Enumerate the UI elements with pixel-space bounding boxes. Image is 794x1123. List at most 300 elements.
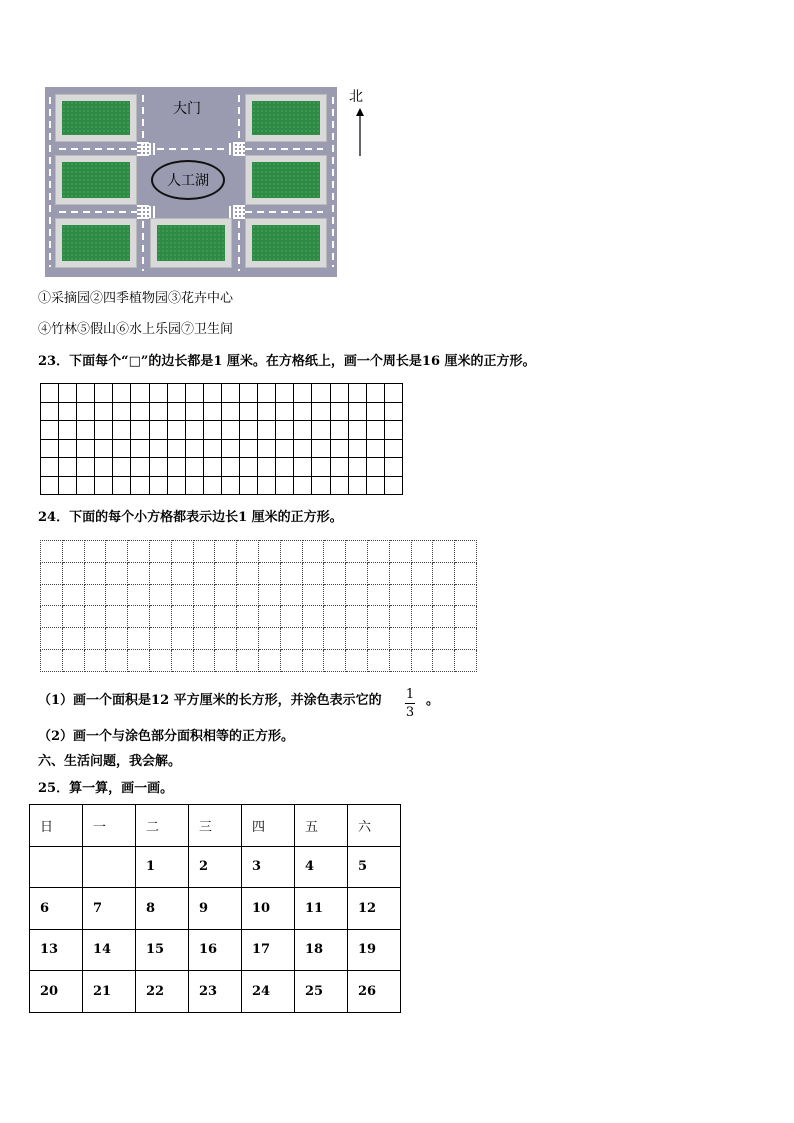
grid-cell[interactable]: [41, 541, 63, 563]
calendar-weekday: 日: [30, 805, 83, 847]
calendar-weekday: 三: [189, 805, 242, 847]
grid-cell[interactable]: [302, 584, 324, 606]
grid-cell[interactable]: [203, 384, 221, 403]
calendar-day: 12: [348, 888, 401, 930]
calendar-day: 5: [348, 846, 401, 888]
grid-cell[interactable]: [113, 421, 131, 440]
calendar-weekday: 一: [83, 805, 136, 847]
grid-cell[interactable]: [167, 384, 185, 403]
grid-cell[interactable]: [280, 628, 302, 650]
grid-cell[interactable]: [171, 606, 193, 628]
grid-cell[interactable]: [131, 421, 149, 440]
grid-cell[interactable]: [41, 628, 63, 650]
grid-cell[interactable]: [77, 439, 95, 458]
grid-cell[interactable]: [59, 384, 77, 403]
grid-cell[interactable]: [106, 649, 128, 671]
lake-label: 人工湖: [151, 160, 225, 200]
grid-cell[interactable]: [455, 628, 477, 650]
calendar-day: 21: [83, 971, 136, 1013]
grid-cell[interactable]: [185, 439, 203, 458]
grid-cell[interactable]: [348, 421, 366, 440]
calendar-day: 8: [136, 888, 189, 930]
grid-cell[interactable]: [258, 458, 276, 477]
grid-cell[interactable]: [77, 421, 95, 440]
grid-cell[interactable]: [59, 476, 77, 495]
calendar-day: 7: [83, 888, 136, 930]
grid-cell[interactable]: [348, 458, 366, 477]
grid-cell[interactable]: [366, 402, 384, 421]
q24-text: 24．下面的每个小方格都表示边长1 厘米的正方形。: [38, 510, 343, 525]
grid-cell[interactable]: [258, 439, 276, 458]
grid-cell[interactable]: [389, 649, 411, 671]
grid-cell[interactable]: [433, 649, 455, 671]
grid-cell[interactable]: [128, 584, 150, 606]
section6-title: 六、生活问题，我会解。: [38, 754, 182, 769]
grid-cell[interactable]: [455, 584, 477, 606]
grid-cell[interactable]: [346, 649, 368, 671]
grid-cell[interactable]: [389, 584, 411, 606]
map-block: [245, 94, 327, 142]
grid-cell[interactable]: [258, 476, 276, 495]
grid-cell[interactable]: [149, 402, 167, 421]
grid-cell[interactable]: [276, 402, 294, 421]
calendar-day: 10: [242, 888, 295, 930]
grid-cell[interactable]: [77, 458, 95, 477]
grid-cell[interactable]: [240, 402, 258, 421]
grid-cell[interactable]: [149, 476, 167, 495]
grid-cell[interactable]: [346, 584, 368, 606]
grid-cell[interactable]: [203, 476, 221, 495]
map-block: [55, 155, 137, 205]
grid-cell[interactable]: [62, 584, 84, 606]
grid-cell[interactable]: [258, 384, 276, 403]
grid-cell[interactable]: [185, 384, 203, 403]
grid-cell[interactable]: [237, 562, 259, 584]
grid-cell[interactable]: [167, 458, 185, 477]
grid-cell[interactable]: [41, 649, 63, 671]
grid-cell[interactable]: [258, 606, 280, 628]
grid-cell[interactable]: [95, 458, 113, 477]
grid-cell[interactable]: [294, 439, 312, 458]
grid-cell[interactable]: [128, 606, 150, 628]
grid-cell[interactable]: [346, 562, 368, 584]
grid-cell[interactable]: [193, 541, 215, 563]
grid-cell[interactable]: [258, 628, 280, 650]
q24-grid[interactable]: [40, 540, 477, 672]
grid-cell[interactable]: [258, 421, 276, 440]
grid-cell[interactable]: [84, 584, 106, 606]
grid-cell[interactable]: [237, 628, 259, 650]
grid-cell[interactable]: [312, 439, 330, 458]
grid-cell[interactable]: [131, 384, 149, 403]
grid-cell[interactable]: [95, 421, 113, 440]
grid-cell[interactable]: [258, 541, 280, 563]
grid-cell[interactable]: [185, 476, 203, 495]
grid-cell[interactable]: [221, 402, 239, 421]
grid-cell[interactable]: [84, 541, 106, 563]
grid-cell[interactable]: [276, 439, 294, 458]
grid-cell[interactable]: [149, 421, 167, 440]
grid-cell[interactable]: [411, 562, 433, 584]
grid-cell[interactable]: [312, 421, 330, 440]
gate-label: 大门: [173, 101, 201, 117]
grid-cell[interactable]: [149, 584, 171, 606]
grid-cell[interactable]: [312, 384, 330, 403]
grid-cell[interactable]: [171, 649, 193, 671]
grid-cell[interactable]: [312, 402, 330, 421]
grid-cell[interactable]: [171, 541, 193, 563]
map-block: [245, 155, 327, 205]
grid-cell[interactable]: [384, 421, 402, 440]
grid-cell[interactable]: [59, 402, 77, 421]
grid-cell[interactable]: [330, 458, 348, 477]
grid-cell[interactable]: [348, 402, 366, 421]
calendar-weekday: 六: [348, 805, 401, 847]
grid-cell[interactable]: [240, 476, 258, 495]
grid-cell[interactable]: [203, 402, 221, 421]
grid-cell[interactable]: [149, 562, 171, 584]
grid-cell[interactable]: [324, 562, 346, 584]
calendar-day: 16: [189, 929, 242, 971]
grid-cell[interactable]: [384, 402, 402, 421]
grid-cell[interactable]: [367, 541, 389, 563]
grid-cell[interactable]: [59, 458, 77, 477]
grid-cell[interactable]: [221, 476, 239, 495]
grid-cell[interactable]: [215, 649, 237, 671]
grid-cell[interactable]: [346, 606, 368, 628]
grid-cell[interactable]: [62, 541, 84, 563]
grid-cell[interactable]: [215, 541, 237, 563]
grid-cell[interactable]: [312, 458, 330, 477]
grid-cell[interactable]: [346, 628, 368, 650]
calendar-day: 26: [348, 971, 401, 1013]
grid-cell[interactable]: [389, 562, 411, 584]
grid-cell[interactable]: [258, 649, 280, 671]
calendar-day: 4: [295, 846, 348, 888]
grid-cell[interactable]: [324, 541, 346, 563]
grid-cell[interactable]: [367, 562, 389, 584]
calendar-day: 15: [136, 929, 189, 971]
grid-cell[interactable]: [215, 628, 237, 650]
grid-cell[interactable]: [240, 384, 258, 403]
calendar-row: [30, 971, 401, 1013]
grid-cell[interactable]: [84, 649, 106, 671]
calendar-day: 1: [136, 846, 189, 888]
grid-cell[interactable]: [348, 384, 366, 403]
map-block: [55, 94, 137, 142]
grid-cell[interactable]: [149, 649, 171, 671]
grid-cell[interactable]: [128, 541, 150, 563]
grid-cell[interactable]: [280, 541, 302, 563]
grid-cell[interactable]: [167, 421, 185, 440]
calendar-row: [30, 805, 401, 847]
grid-cell[interactable]: [240, 421, 258, 440]
grid-cell[interactable]: [324, 606, 346, 628]
grid-cell[interactable]: [330, 402, 348, 421]
grid-cell[interactable]: [41, 384, 59, 403]
grid-cell[interactable]: [77, 402, 95, 421]
grid-cell[interactable]: [215, 562, 237, 584]
grid-cell[interactable]: [237, 584, 259, 606]
grid-cell[interactable]: [411, 606, 433, 628]
grid-cell[interactable]: [330, 439, 348, 458]
grid-cell[interactable]: [294, 476, 312, 495]
grid-cell[interactable]: [237, 649, 259, 671]
grid-cell[interactable]: [346, 541, 368, 563]
grid-cell[interactable]: [62, 649, 84, 671]
calendar-day: [83, 846, 136, 888]
grid-cell[interactable]: [193, 649, 215, 671]
grid-cell[interactable]: [411, 584, 433, 606]
grid-cell[interactable]: [77, 476, 95, 495]
calendar-day: 2: [189, 846, 242, 888]
grid-cell[interactable]: [106, 628, 128, 650]
map-block: [55, 218, 137, 268]
grid-cell[interactable]: [167, 402, 185, 421]
grid-cell[interactable]: [128, 562, 150, 584]
grid-cell[interactable]: [240, 458, 258, 477]
grid-cell[interactable]: [221, 439, 239, 458]
grid-cell[interactable]: [193, 628, 215, 650]
grid-cell[interactable]: [149, 628, 171, 650]
grid-cell[interactable]: [294, 402, 312, 421]
calendar-table: [29, 804, 401, 1013]
grid-cell[interactable]: [366, 458, 384, 477]
grid-cell[interactable]: [131, 402, 149, 421]
grid-cell[interactable]: [113, 458, 131, 477]
grid-cell[interactable]: [366, 439, 384, 458]
calendar-row: [30, 846, 401, 888]
grid-cell[interactable]: [384, 439, 402, 458]
grid-cell[interactable]: [389, 628, 411, 650]
grid-cell[interactable]: [128, 649, 150, 671]
grid-cell[interactable]: [95, 384, 113, 403]
grid-cell[interactable]: [41, 421, 59, 440]
grid-cell[interactable]: [280, 606, 302, 628]
grid-cell[interactable]: [185, 458, 203, 477]
calendar-day: 11: [295, 888, 348, 930]
grid-cell[interactable]: [367, 584, 389, 606]
grid-cell[interactable]: [302, 649, 324, 671]
grid-cell[interactable]: [59, 439, 77, 458]
calendar-row: [30, 888, 401, 930]
grid-cell[interactable]: [302, 541, 324, 563]
grid-cell[interactable]: [95, 476, 113, 495]
grid-cell[interactable]: [41, 584, 63, 606]
calendar-day: 18: [295, 929, 348, 971]
grid-cell[interactable]: [149, 439, 167, 458]
grid-cell[interactable]: [384, 458, 402, 477]
grid-cell[interactable]: [330, 476, 348, 495]
q24-sub1-tail: 。: [426, 693, 440, 708]
grid-cell[interactable]: [366, 476, 384, 495]
grid-cell[interactable]: [433, 584, 455, 606]
grid-cell[interactable]: [62, 606, 84, 628]
grid-cell[interactable]: [330, 421, 348, 440]
grid-cell[interactable]: [324, 649, 346, 671]
grid-cell[interactable]: [312, 476, 330, 495]
grid-cell[interactable]: [367, 649, 389, 671]
grid-cell[interactable]: [41, 439, 59, 458]
grid-cell[interactable]: [171, 562, 193, 584]
grid-cell[interactable]: [276, 384, 294, 403]
grid-cell[interactable]: [62, 628, 84, 650]
grid-cell[interactable]: [193, 562, 215, 584]
grid-cell[interactable]: [384, 384, 402, 403]
grid-cell[interactable]: [240, 439, 258, 458]
calendar-day: 20: [30, 971, 83, 1013]
grid-cell[interactable]: [455, 649, 477, 671]
grid-cell[interactable]: [113, 402, 131, 421]
grid-cell[interactable]: [203, 458, 221, 477]
grid-cell[interactable]: [149, 541, 171, 563]
map-block: [150, 218, 232, 268]
map-legend-line1: ①采摘园②四季植物园③花卉中心: [38, 291, 234, 306]
park-map: [45, 87, 337, 277]
q24-sub2: （2）画一个与涂色部分面积相等的正方形。: [38, 729, 295, 744]
grid-cell[interactable]: [106, 606, 128, 628]
grid-cell[interactable]: [389, 541, 411, 563]
grid-cell[interactable]: [433, 541, 455, 563]
north-label: 北: [349, 89, 363, 105]
grid-cell[interactable]: [185, 402, 203, 421]
calendar-weekday: 二: [136, 805, 189, 847]
grid-cell[interactable]: [106, 541, 128, 563]
grid-cell[interactable]: [455, 606, 477, 628]
grid-cell[interactable]: [237, 606, 259, 628]
grid-cell[interactable]: [280, 584, 302, 606]
grid-cell[interactable]: [280, 649, 302, 671]
grid-cell[interactable]: [294, 421, 312, 440]
grid-cell[interactable]: [203, 439, 221, 458]
calendar-day: 14: [83, 929, 136, 971]
calendar-day: 23: [189, 971, 242, 1013]
grid-cell[interactable]: [221, 421, 239, 440]
grid-cell[interactable]: [41, 606, 63, 628]
calendar-day: 9: [189, 888, 242, 930]
grid-cell[interactable]: [84, 562, 106, 584]
grid-cell[interactable]: [348, 476, 366, 495]
grid-cell[interactable]: [167, 439, 185, 458]
grid-cell[interactable]: [193, 584, 215, 606]
grid-cell[interactable]: [59, 421, 77, 440]
grid-cell[interactable]: [84, 628, 106, 650]
q23-text: 23．下面每个“□”的边长都是1 厘米。在方格纸上，画一个周长是16 厘米的正方形。: [38, 354, 536, 369]
grid-cell[interactable]: [366, 421, 384, 440]
fraction-one-third: 1 3: [405, 687, 415, 720]
grid-cell[interactable]: [389, 606, 411, 628]
calendar-weekday: 五: [295, 805, 348, 847]
north-arrow-icon: [353, 108, 367, 158]
grid-cell[interactable]: [455, 541, 477, 563]
grid-cell[interactable]: [171, 584, 193, 606]
grid-cell[interactable]: [258, 562, 280, 584]
grid-cell[interactable]: [185, 421, 203, 440]
grid-cell[interactable]: [41, 402, 59, 421]
grid-cell[interactable]: [41, 458, 59, 477]
calendar-day: 13: [30, 929, 83, 971]
grid-cell[interactable]: [324, 584, 346, 606]
grid-cell[interactable]: [131, 458, 149, 477]
grid-cell[interactable]: [84, 606, 106, 628]
grid-cell[interactable]: [302, 562, 324, 584]
grid-cell[interactable]: [258, 584, 280, 606]
grid-cell[interactable]: [106, 584, 128, 606]
grid-cell[interactable]: [131, 476, 149, 495]
grid-cell[interactable]: [203, 421, 221, 440]
grid-cell[interactable]: [367, 606, 389, 628]
grid-cell[interactable]: [324, 628, 346, 650]
grid-cell[interactable]: [215, 584, 237, 606]
grid-cell[interactable]: [366, 384, 384, 403]
grid-cell[interactable]: [384, 476, 402, 495]
grid-cell[interactable]: [149, 384, 167, 403]
calendar-day: 6: [30, 888, 83, 930]
grid-cell[interactable]: [167, 476, 185, 495]
grid-cell[interactable]: [411, 541, 433, 563]
calendar-day: 25: [295, 971, 348, 1013]
grid-cell[interactable]: [221, 384, 239, 403]
grid-cell[interactable]: [221, 458, 239, 477]
grid-cell[interactable]: [106, 562, 128, 584]
grid-cell[interactable]: [131, 439, 149, 458]
grid-cell[interactable]: [411, 628, 433, 650]
grid-cell[interactable]: [171, 628, 193, 650]
q23-grid[interactable]: [40, 383, 403, 495]
calendar-day: 22: [136, 971, 189, 1013]
grid-cell[interactable]: [455, 562, 477, 584]
grid-cell[interactable]: [113, 476, 131, 495]
grid-cell[interactable]: [41, 562, 63, 584]
grid-cell[interactable]: [302, 606, 324, 628]
grid-cell[interactable]: [41, 476, 59, 495]
grid-cell[interactable]: [95, 402, 113, 421]
grid-cell[interactable]: [433, 562, 455, 584]
grid-cell[interactable]: [77, 384, 95, 403]
grid-cell[interactable]: [149, 458, 167, 477]
grid-cell[interactable]: [276, 458, 294, 477]
grid-cell[interactable]: [294, 458, 312, 477]
grid-cell[interactable]: [302, 628, 324, 650]
grid-cell[interactable]: [433, 628, 455, 650]
grid-cell[interactable]: [215, 606, 237, 628]
grid-cell[interactable]: [258, 402, 276, 421]
grid-cell[interactable]: [113, 439, 131, 458]
grid-cell[interactable]: [128, 628, 150, 650]
map-legend-line2: ④竹林⑤假山⑥水上乐园⑦卫生间: [38, 322, 234, 337]
q25-text: 25．算一算，画一画。: [38, 781, 174, 796]
grid-cell[interactable]: [276, 421, 294, 440]
grid-cell[interactable]: [62, 562, 84, 584]
grid-cell[interactable]: [276, 476, 294, 495]
grid-cell[interactable]: [113, 384, 131, 403]
grid-cell[interactable]: [433, 606, 455, 628]
calendar-day: 19: [348, 929, 401, 971]
calendar-day: [30, 846, 83, 888]
grid-cell[interactable]: [294, 384, 312, 403]
grid-cell[interactable]: [411, 649, 433, 671]
map-block: [245, 218, 327, 268]
grid-cell[interactable]: [237, 541, 259, 563]
grid-cell[interactable]: [149, 606, 171, 628]
q24-sub1: （1）画一个面积是12 平方厘米的长方形，并涂色表示它的: [38, 693, 382, 708]
grid-cell[interactable]: [330, 384, 348, 403]
grid-cell[interactable]: [95, 439, 113, 458]
grid-cell[interactable]: [367, 628, 389, 650]
grid-cell[interactable]: [280, 562, 302, 584]
grid-cell[interactable]: [348, 439, 366, 458]
grid-cell[interactable]: [193, 606, 215, 628]
